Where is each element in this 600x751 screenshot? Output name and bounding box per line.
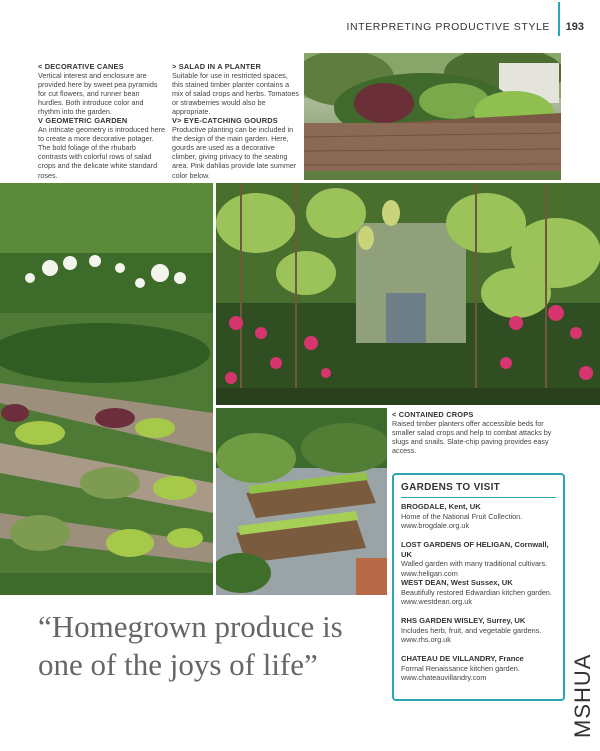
- page-number: 193: [565, 21, 584, 33]
- box-divider: [401, 497, 556, 498]
- caption-eye-catching-gourds: [172, 116, 300, 180]
- pull-quote-line-2: one of the joys of life”: [38, 647, 318, 682]
- garden-url[interactable]: www.westdean.org.uk: [401, 597, 472, 606]
- garden-entry: [401, 616, 561, 645]
- garden-desc: Includes herb, fruit, and vegetable gardens.: [401, 625, 542, 635]
- garden-url[interactable]: www.chateauvillandry.com: [401, 673, 487, 682]
- garden-desc: Beautifully restored Edwardian kitchen garden.: [401, 587, 552, 597]
- garden-entry: [401, 502, 561, 531]
- watermark: [560, 640, 600, 740]
- garden-name: CHATEAU DE VILLANDRY, France: [401, 654, 524, 663]
- caption-title: > SALAD IN A PLANTER: [172, 62, 262, 71]
- garden-desc: Home of the National Fruit Collection.: [401, 511, 523, 521]
- garden-desc: Formal Renaissance kitchen garden.: [401, 663, 520, 673]
- photo-geometric-garden: [0, 183, 213, 595]
- page-header: [0, 0, 600, 38]
- garden-entry: [401, 578, 561, 607]
- garden-desc: Walled garden with many traditional cultivars.: [401, 559, 548, 568]
- section-title: INTERPRETING PRODUCTIVE STYLE: [346, 21, 550, 33]
- garden-name: BROGDALE, Kent, UK: [401, 502, 481, 511]
- caption-contained-crops: [392, 410, 557, 455]
- caption-salad-in-a-planter: [172, 62, 300, 117]
- gardens-to-visit-box: [392, 473, 565, 701]
- garden-entry: [401, 654, 561, 683]
- garden-name: WEST DEAN, West Sussex, UK: [401, 578, 513, 587]
- caption-body: Vertical interest and enclosure are provided here by sweet pea pyramids for cut flowers, and runner bean hurdles. Both introduce color and rhythm into the garden.: [38, 71, 158, 117]
- caption-title: < CONTAINED CROPS: [392, 410, 474, 419]
- photo-salad-planter: [304, 53, 561, 180]
- header-divider: [558, 2, 560, 36]
- garden-name: RHS GARDEN WISLEY, Surrey, UK: [401, 616, 526, 625]
- garden-entry: [401, 540, 561, 578]
- caption-decorative-canes: [38, 62, 166, 117]
- caption-body: Suitable for use in restricted spaces, this stained timber planter contains a mix of salad crops and herbs. Tomatoes or strawberries would also be appropriate.: [172, 71, 299, 117]
- pull-quote-line-1: “Homegrown produce is: [38, 609, 343, 644]
- garden-url[interactable]: www.rhs.org.uk: [401, 635, 451, 644]
- caption-body: Productive planting can be included in the design of the main garden. Here, gourds are used as a decorative climber, giving privacy to the seating area. Pink dahlias provide late summer color below.: [172, 125, 297, 180]
- caption-geometric-garden: [38, 116, 166, 180]
- caption-title: V GEOMETRIC GARDEN: [38, 116, 128, 125]
- photo-contained-crops: [216, 408, 387, 595]
- garden-name: LOST GARDENS OF HELIGAN, Cornwall, UK: [401, 540, 549, 559]
- garden-url[interactable]: www.brogdale.org.uk: [401, 521, 470, 530]
- caption-body: Raised timber planters offer accessible beds for smaller salad crops and help to combat attacks by slugs and snails. Slate-chip paving provides easy access.: [392, 419, 552, 456]
- caption-body: An intricate geometry is introduced here to create a more decorative potager. The bold foliage of the rhubarb contrasts with colorful rows of salad crops and the delicate white standard roses.: [38, 125, 166, 180]
- box-title: GARDENS TO VISIT: [401, 482, 501, 493]
- garden-url[interactable]: www.heligan.com: [401, 568, 458, 578]
- caption-title: < DECORATIVE CANES: [38, 62, 124, 71]
- watermark-text: MSHUA: [570, 653, 595, 738]
- pull-quote: [38, 608, 388, 684]
- caption-title: V> EYE-CATCHING GOURDS: [172, 116, 278, 125]
- photo-gourds: [216, 183, 600, 405]
